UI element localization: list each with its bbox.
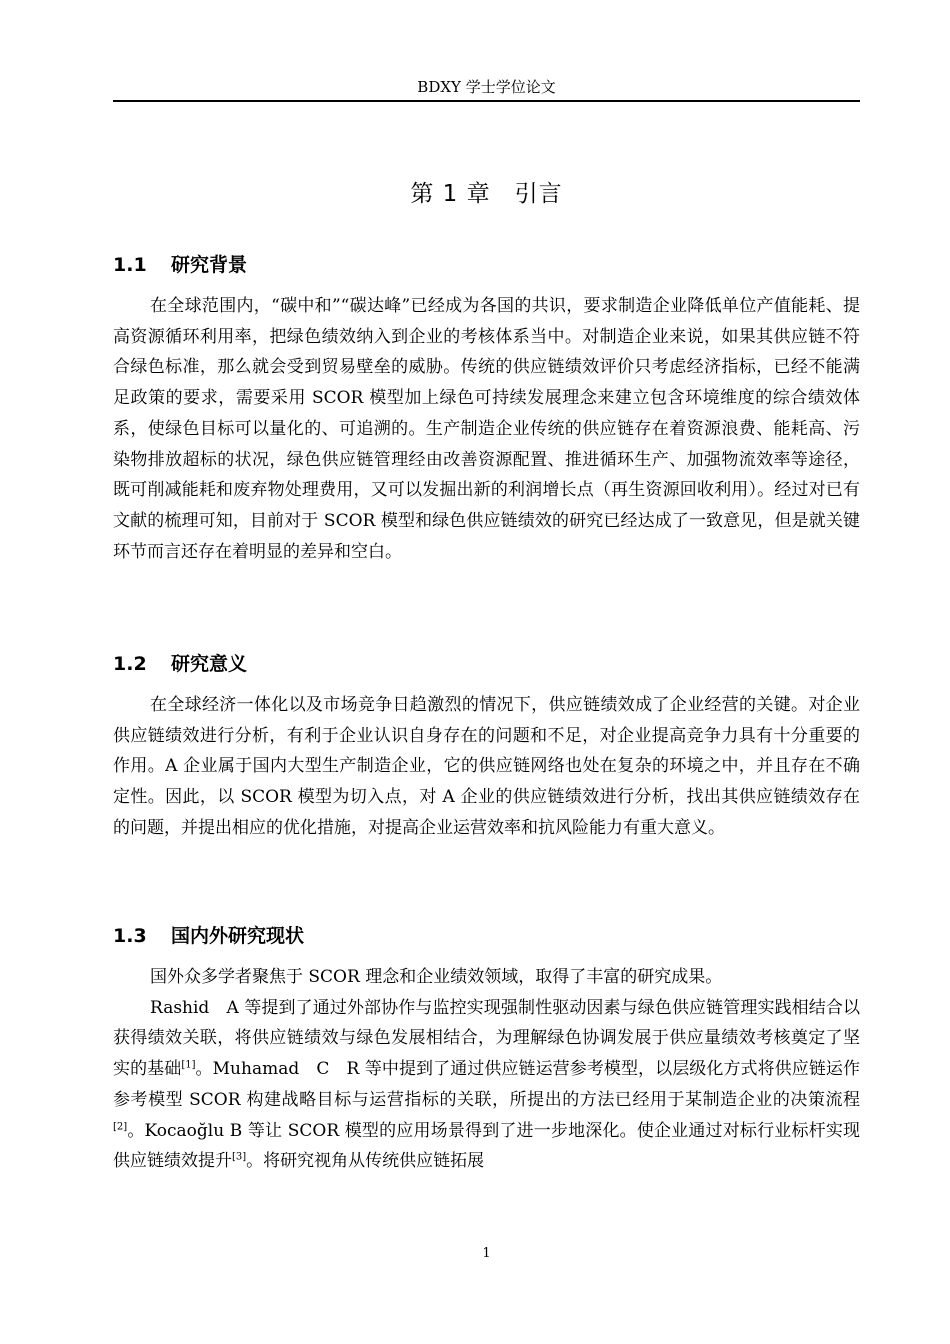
text-run: 。Kocaoğlu B 等让 SCOR 模型的应用场景得到了进一步地深化。使企业通过对标行业标杆实现供应链绩效提升 <box>113 1120 860 1172</box>
paragraph: 在全球经济一体化以及市场竞争日趋激烈的情况下，供应链绩效成了企业经营的关键。对企业供应链绩效进行分析，有利于企业认识自身存在的问题和不足，对企业提高竞争力具有十分重要的作用。A 企业属于国内大型生产制造企业，它的供应链网络也处在复杂的环境之中，并且存在不确定性。因此，以 SCOR 模型为切入点，对 A 企业的供应链绩效进行分析，找出其供应链绩效存在的问题，并提出相应的优化措施，对提高企业运营效率和抗风险能力有重大意义。 <box>113 695 860 838</box>
text-run: Rashid A 等提到了通过外部协作与监控实现强制性驱动因素与绿色供应链管理实践相结合以获得绩效关联，将供应链绩效与绿色发展相结合，为理解绿色协调发展于供应量绩效考核奠定了坚实的基础 <box>113 997 860 1080</box>
citation-ref: [3] <box>232 1151 247 1163</box>
section-research-background <box>113 251 860 567</box>
text-run: 。将研究视角从传统供应链拓展 <box>246 1151 485 1172</box>
header-rule <box>113 100 860 102</box>
section-title: 国内外研究现状 <box>171 925 305 947</box>
section-research-status <box>113 922 860 1177</box>
section-heading <box>113 650 860 678</box>
section-number: 1.1 <box>113 254 147 276</box>
section-number: 1.3 <box>113 925 147 947</box>
chapter-title: 第 1 章 引言 <box>410 181 563 207</box>
paragraph: 国外众多学者聚焦于 SCOR 理念和企业绩效领域，取得了丰富的研究成果。 <box>150 967 723 987</box>
section-title: 研究意义 <box>171 653 248 675</box>
running-header: BDXY 学士学位论文 <box>417 78 556 96</box>
paragraph <box>113 993 860 1177</box>
section-research-significance <box>113 650 860 844</box>
section-heading <box>113 251 860 279</box>
text-run: 。Muhamad C R 等中提到了通过供应链运营参考模型，以层级化方式将供应链运作参考模型 SCOR 构建战略目标与运营指标的关联，所提出的方法已经用于某制造企业的决策流程 <box>113 1059 860 1110</box>
page-number: 1 <box>482 1246 491 1261</box>
section-title: 研究背景 <box>171 254 248 276</box>
citation-ref: [2] <box>113 1120 128 1132</box>
citation-ref: [1] <box>181 1059 196 1071</box>
section-number: 1.2 <box>113 653 147 675</box>
section-heading <box>113 922 860 950</box>
paragraph: 在全球范围内，“碳中和”“碳达峰”已经成为各国的共识，要求制造企业降低单位产值能耗、提高资源循环利用率，把绿色绩效纳入到企业的考核体系当中。对制造企业来说，如果其供应链不符合绿色标准，那么就会受到贸易壁垒的威胁。传统的供应链绩效评价只考虑经济指标，已经不能满足政策的要求，需要采用 SCOR 模型加上绿色可持续发展理念来建立包含环境维度的综合绩效体系，使绿色目标可以量化的、可追溯的。生产制造企业传统的供应链存在着资源浪费、能耗高、污染物排放超标的状况，绿色供应链管理经由改善资源配置、推进循环生产、加强物流效率等途径，既可削减能耗和废弃物处理费用，又可以发掘出新的利润增长点（再生资源回收利用）。经过对已有文献的梳理可知，目前对于 SCOR 模型和绿色供应链绩效的研究已经达成了一致意见，但是就关键环节而言还存在着明显的差异和空白。 <box>113 296 860 562</box>
